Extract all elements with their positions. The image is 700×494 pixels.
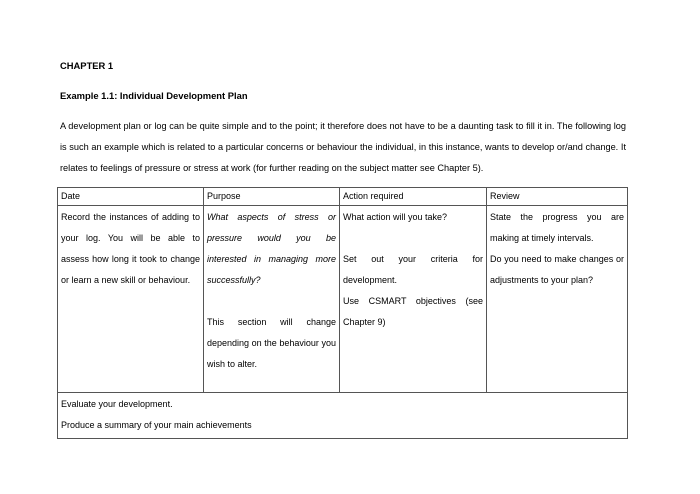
development-plan-table xyxy=(57,187,628,439)
evaluation-cell xyxy=(58,393,628,439)
purpose-cell xyxy=(204,206,340,393)
purpose-question: What aspects of stress or pressure would you be interested in managing more successfully? xyxy=(207,212,336,285)
review-cell xyxy=(487,206,628,393)
date-cell xyxy=(58,206,204,393)
summary-text: Produce a summary of your main achievements xyxy=(61,420,252,430)
date-text: Record the instances of adding to your log. You will be able to assess how long it took to change or learn a new skill or behaviour. xyxy=(61,212,200,285)
action-cell xyxy=(340,206,487,393)
chapter-heading: CHAPTER 1 xyxy=(60,60,114,71)
table-body-row xyxy=(58,206,628,393)
header-action-required: Action required xyxy=(340,188,487,206)
purpose-note: This section will change depending on the behaviour you wish to alter. xyxy=(207,317,336,369)
intro-paragraph: A development plan or log can be quite simple and to the point; it therefore does not have to be a daunting task to fill it in. The following log is such an example which is related to a particular concerns or behaviour the individual, in this instance, wants to develop or/and change. It relates to feelings of pressure or stress at work (for further reading on the subject matter see Chapter 5). xyxy=(60,121,626,174)
header-purpose: Purpose xyxy=(204,188,340,206)
table-header-row xyxy=(58,188,628,206)
evaluation-row xyxy=(58,393,628,439)
action-question: What action will you take? xyxy=(343,212,448,222)
action-criteria: Set out your criteria for development. xyxy=(343,254,483,285)
example-title: Example 1.1: Individual Development Plan xyxy=(60,90,248,101)
header-review: Review xyxy=(487,188,628,206)
action-csmart: Use CSMART objectives (see Chapter 9) xyxy=(343,296,483,327)
review-progress: State the progress you are making at timely intervals. xyxy=(490,212,624,243)
review-changes: Do you need to make changes or adjustments to your plan? xyxy=(490,254,624,285)
evaluate-text: Evaluate your development. xyxy=(61,399,173,409)
header-date: Date xyxy=(58,188,204,206)
